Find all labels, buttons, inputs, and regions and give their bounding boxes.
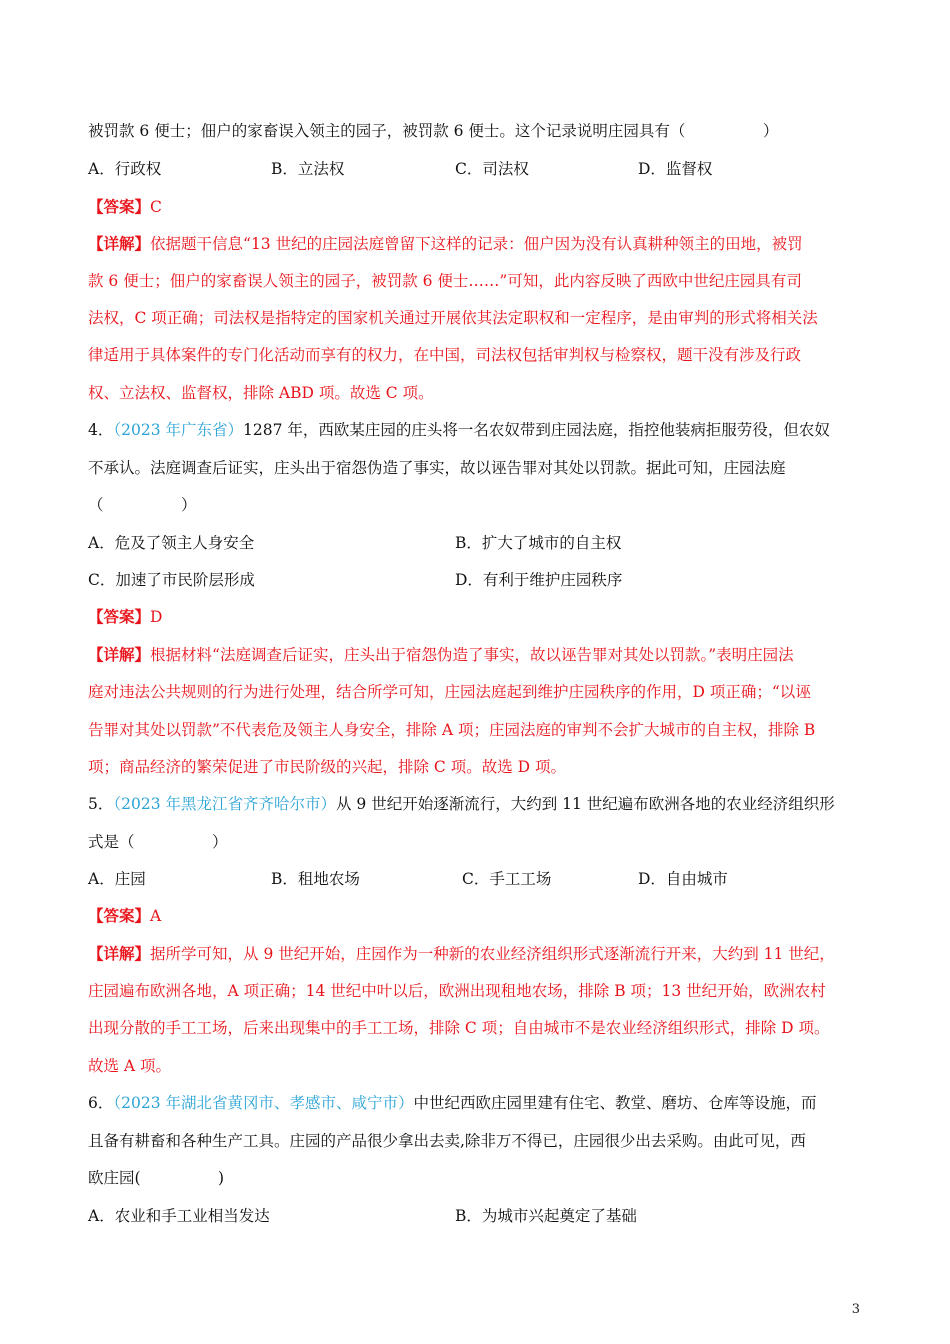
q3-detail-line: 权、立法权、监督权，排除 ABD 项。故选 C 项。	[88, 384, 434, 402]
q4-option-b: B．扩大了城市的自主权	[455, 534, 622, 552]
q4-answer	[88, 607, 864, 627]
q5-detail-line	[88, 944, 864, 964]
detail-text: 根据材料“法庭调查后证实，庄头出于宿怨伪造了事实，故以诬告罪对其处以罚款。”表明庄园法	[150, 646, 794, 664]
q3-option-a: A．行政权	[88, 160, 162, 178]
q3-detail-line: 律适用于具体案件的专门化活动而享有的权力，在中国，司法权包括审判权与检察权，题干没有涉及行政	[88, 346, 802, 364]
q4-stem-line: （ ）	[88, 496, 197, 514]
q5-detail-line: 出现分散的手工工场，后来出现集中的手工工场，排除 C 项；自由城市不是农业经济组织形式，排除 D 项。	[88, 1019, 830, 1037]
q6-option-a: A．农业和手工业相当发达	[88, 1207, 270, 1225]
q6-stem-line	[88, 1093, 864, 1113]
detail-tag: 【详解】	[88, 645, 151, 664]
q5-option-c: C．手工工场	[462, 870, 552, 888]
q3-stem-tail: 被罚款 6 便士；佃户的家畜误入领主的园子，被罚款 6 便士。这个记录说明庄园具有（ ）	[88, 122, 779, 140]
detail-text: 依据题干信息“13 世纪的庄园法庭曾留下这样的记录：佃户因为没有认真耕种领主的田地，被罚	[150, 235, 803, 253]
q5-option-a: A．庄园	[88, 870, 146, 888]
question-source: （2023 年黑龙江省齐齐哈尔市）	[113, 795, 336, 813]
stem-text: 中世纪西欧庄园里建有住宅、教堂、磨坊、仓库等设施，而	[413, 1094, 817, 1112]
answer-value: C	[150, 198, 162, 216]
q4-option-a: A．危及了领主人身安全	[88, 534, 255, 552]
detail-text: 据所学可知，从 9 世纪开始，庄园作为一种新的农业经济组织形式逐渐流行开来，大约到 11 世纪，	[150, 945, 835, 963]
page-number: 3	[851, 1302, 860, 1317]
q3-option-c: C．司法权	[455, 160, 529, 178]
q4-option-c: C．加速了市民阶层形成	[88, 571, 255, 589]
q3-option-d: D．监督权	[638, 160, 713, 178]
q4-detail-line: 项；商品经济的繁荣促进了市民阶级的兴起，排除 C 项。故选 D 项。	[88, 758, 566, 776]
stem-text: 从 9 世纪开始逐渐流行，大约到 11 世纪遍布欧洲各地的农业经济组织形	[336, 795, 835, 813]
answer-tag: 【答案】	[88, 197, 151, 216]
answer-value: D	[150, 608, 163, 626]
q3-answer	[88, 197, 864, 217]
detail-tag: 【详解】	[88, 234, 151, 253]
question-number: 5．	[88, 795, 114, 813]
q5-stem-line: 式是（ ）	[88, 833, 228, 851]
question-source: （2023 年广东省）	[113, 421, 243, 439]
answer-value: A	[150, 907, 162, 925]
q5-detail-line: 庄园遍布欧洲各地，A 项正确；14 世纪中叶以后，欧洲出现租地农场，排除 B 项；13 世纪开始，欧洲农村	[88, 982, 826, 1000]
q4-stem-line: 不承认。法庭调查后证实，庄头出于宿怨伪造了事实，故以诬告罪对其处以罚款。据此可知，庄园法庭	[88, 459, 786, 477]
q5-answer	[88, 906, 864, 926]
q3-option-b: B．立法权	[271, 160, 345, 178]
q4-detail-line: 庭对违法公共规则的行为进行处理，结合所学可知，庄园法庭起到维护庄园秩序的作用，D 项正确；“以诬	[88, 683, 811, 701]
q5-stem-line	[88, 794, 864, 814]
q6-stem-line: 且备有耕畜和各种生产工具。庄园的产品很少拿出去卖,除非万不得已，庄园很少出去采购。由此可见，西	[88, 1132, 806, 1150]
question-source: （2023 年湖北省黄冈市、孝感市、咸宁市）	[113, 1094, 414, 1112]
q3-detail-line: 法权，C 项正确；司法权是指特定的国家机关通过开展依其法定职权和一定程序，是由审判的形式将相关法	[88, 309, 818, 327]
q6-stem-line: 欧庄园( )	[88, 1169, 225, 1187]
q4-detail-line	[88, 645, 864, 665]
answer-tag: 【答案】	[88, 906, 151, 925]
answer-tag: 【答案】	[88, 607, 151, 626]
detail-tag: 【详解】	[88, 944, 151, 963]
q4-detail-line: 告罪对其处以罚款”不代表危及领主人身安全，排除 A 项；庄园法庭的审判不会扩大城市的自主权，排除 B	[88, 721, 816, 739]
stem-text: 1287 年，西欧某庄园的庄头将一名农奴带到庄园法庭，指控他装病拒服劳役，但农奴	[243, 421, 830, 439]
question-number: 6．	[88, 1094, 114, 1112]
q4-stem-line	[88, 420, 864, 440]
q3-detail-line: 款 6 便士；佃户的家畜误人领主的园子，被罚款 6 便士……”可知，此内容反映了西欧中世纪庄园具有司	[88, 272, 802, 290]
q4-option-d: D．有利于维护庄园秩序	[455, 571, 623, 589]
q3-detail-line	[88, 234, 864, 254]
q5-option-b: B．租地农场	[271, 870, 360, 888]
q5-option-d: D．自由城市	[638, 870, 728, 888]
q6-option-b: B．为城市兴起奠定了基础	[455, 1207, 637, 1225]
question-number: 4．	[88, 421, 114, 439]
q5-detail-line: 故选 A 项。	[88, 1057, 172, 1075]
